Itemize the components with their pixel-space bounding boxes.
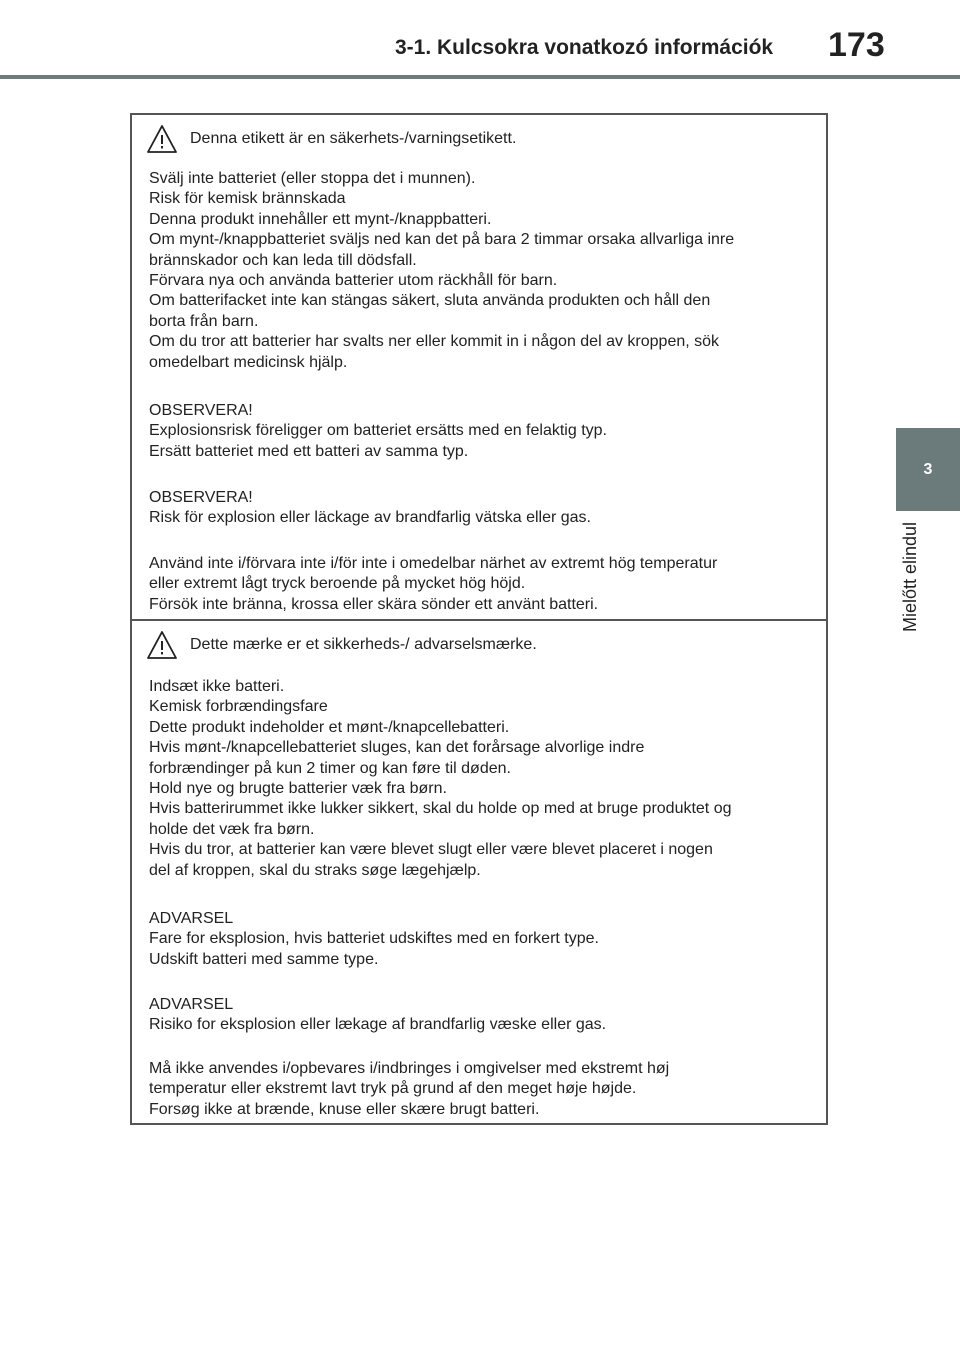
- text-line: Hold nye og brugte batterier væk fra børn.: [149, 780, 447, 798]
- danish-warning-heading: [146, 629, 537, 661]
- battery-warning-label: [130, 113, 828, 1125]
- chapter-tab: [896, 428, 960, 511]
- warning-triangle-icon: [146, 124, 178, 154]
- text-line: ADVARSEL: [149, 996, 234, 1013]
- swedish-warning-section: [132, 115, 826, 621]
- header-rule: [0, 75, 960, 79]
- swedish-block-3: [149, 488, 812, 529]
- danish-block-2: [149, 909, 812, 970]
- text-line: Förvara nya och använda batterier utom räckhåll för barn.: [149, 272, 558, 290]
- warning-triangle-icon: [146, 630, 178, 660]
- swedish-heading-text: Denna etikett är en säkerhets-/varningsetikett.: [190, 130, 517, 147]
- text-line: Om mynt-/knappbatteriet sväljs ned kan det på bara 2 timmar orsaka allvarliga inre: [149, 231, 735, 249]
- text-line: Udskift batteri med samme type.: [149, 950, 379, 968]
- danish-warning-section: [132, 621, 826, 1123]
- text-line: Hvis batterirummet ikke lukker sikkert, skal du holde op med at bruge produktet og: [149, 800, 732, 818]
- text-line: Denna produkt innehåller ett mynt-/knappbatteri.: [149, 210, 492, 228]
- text-line: Risk för kemisk brännskada: [149, 190, 346, 208]
- danish-block-1: [149, 677, 812, 881]
- text-line: Explosionsrisk föreligger om batteriet ersätts med en felaktig typ.: [149, 422, 607, 440]
- text-line: Använd inte i/förvara inte i/för inte i omedelbar närhet av extremt hög temperatur: [149, 555, 718, 572]
- chapter-label: Mielőtt elindul: [900, 522, 920, 633]
- swedish-block-1: [149, 169, 812, 373]
- text-line: brännskador och kan leda till dödsfall.: [149, 251, 417, 269]
- text-line: temperatur eller ekstremt lavt tryk på grund af den meget høje højde.: [149, 1080, 637, 1098]
- text-line: Om du tror att batterier har svalts ner eller kommit in i någon del av kroppen, sök: [149, 333, 720, 351]
- danish-block-4: [149, 1059, 812, 1120]
- text-line: forbrændinger på kun 2 timer og kan føre til døden.: [149, 759, 511, 777]
- text-line: Må ikke anvendes i/opbevares i/indbringes i omgivelser med ekstremt høj: [149, 1060, 670, 1077]
- swedish-block-4: [149, 554, 812, 615]
- danish-block-3: [149, 995, 812, 1036]
- text-line: Hvis du tror, at batterier kan være blevet slugt eller være blevet placeret i nogen: [149, 841, 713, 859]
- chapter-number: 3: [923, 460, 933, 478]
- text-line: Indsæt ikke batteri.: [149, 678, 285, 695]
- text-line: OBSERVERA!: [149, 489, 253, 506]
- text-line: ADVARSEL: [149, 910, 234, 927]
- text-line: Hvis mønt-/knapcellebatteriet sluges, kan det forårsage alvorlige indre: [149, 739, 645, 757]
- text-line: Svälj inte batteriet (eller stoppa det i munnen).: [149, 170, 476, 187]
- text-line: holde det væk fra børn.: [149, 820, 315, 838]
- text-line: Kemisk forbrændingsfare: [149, 698, 328, 716]
- text-line: Risiko for eksplosion eller lækage af brandfarlig væske eller gas.: [149, 1016, 607, 1034]
- text-line: Försök inte bränna, krossa eller skära sönder ett använt batteri.: [149, 595, 599, 613]
- text-line: Fare for eksplosion, hvis batteriet udskiftes med en forkert type.: [149, 930, 599, 948]
- text-line: del af kroppen, skal du straks søge lægehjælp.: [149, 861, 481, 879]
- text-line: omedelbart medicinsk hjälp.: [149, 353, 348, 371]
- text-line: Om batterifacket inte kan stängas säkert, sluta använda produkten och håll den: [149, 292, 711, 310]
- danish-heading-text: Dette mærke er et sikkerheds-/ advarselsmærke.: [190, 636, 537, 653]
- text-line: OBSERVERA!: [149, 402, 253, 419]
- text-line: eller extremt lågt tryck beroende på mycket hög höjd.: [149, 575, 526, 593]
- text-line: Forsøg ikke at brænde, knuse eller skære brugt batteri.: [149, 1100, 540, 1118]
- page-number: 173: [828, 26, 885, 64]
- text-line: Risk för explosion eller läckage av brandfarlig vätska eller gas.: [149, 509, 591, 527]
- swedish-warning-heading: [146, 123, 516, 155]
- swedish-block-2: [149, 401, 812, 462]
- text-line: Dette produkt indeholder et mønt-/knapcellebatteri.: [149, 718, 510, 736]
- page-header-title: 3-1. Kulcsokra vonatkozó információk: [395, 36, 774, 59]
- text-line: borta från barn.: [149, 312, 259, 330]
- text-line: Ersätt batteriet med ett batteri av samma typ.: [149, 442, 469, 460]
